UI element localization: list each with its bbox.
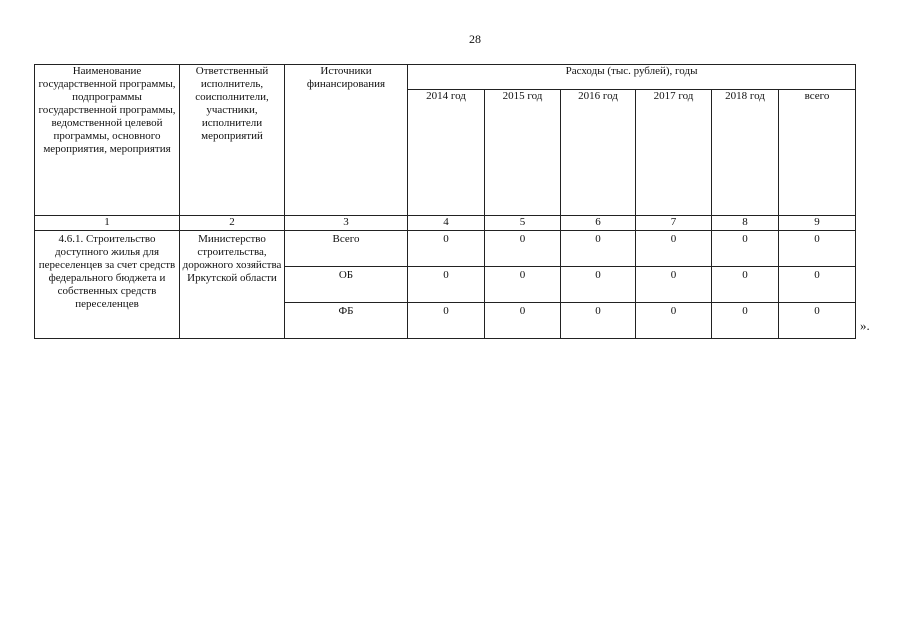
value-cell: 0 [636,303,712,339]
value-cell: 0 [636,231,712,267]
column-number: 6 [561,216,636,231]
value-cell: 0 [561,303,636,339]
column-number: 4 [408,216,485,231]
header-row-top [35,65,856,90]
column-number: 3 [285,216,408,231]
header-year-2017: 2017 год [636,90,712,216]
column-number: 9 [779,216,856,231]
value-cell: 0 [485,231,561,267]
value-cell: 0 [712,267,779,303]
page-number: 28 [469,32,481,46]
column-number: 8 [712,216,779,231]
budget-table [34,64,856,339]
header-year-2014: 2014 год [408,90,485,216]
table-row [35,231,856,267]
value-cell: 0 [561,267,636,303]
column-number: 5 [485,216,561,231]
column-number: 1 [35,216,180,231]
value-cell: 0 [561,231,636,267]
header-total: всего [779,90,856,216]
numbering-row [35,216,856,231]
header-expenses: Расходы (тыс. рублей), годы [408,65,856,90]
value-cell: 0 [408,303,485,339]
funding-source: ФБ [285,303,408,339]
column-number: 7 [636,216,712,231]
value-cell: 0 [408,231,485,267]
header-year-2016: 2016 год [561,90,636,216]
value-cell: 0 [779,231,856,267]
header-name: Наименование государственной программы, подпрограммы государственной программы, ведомственной целевой программы, основного мероприятия, мероприятия [35,65,180,216]
funding-source: Всего [285,231,408,267]
header-executor: Ответственный исполнитель, соисполнители, участники, исполнители мероприятий [180,65,285,216]
value-cell: 0 [712,303,779,339]
value-cell: 0 [485,267,561,303]
value-cell: 0 [779,303,856,339]
column-number: 2 [180,216,285,231]
program-executor: Министерство строительства, дорожного хозяйства Иркутской области [180,231,285,339]
value-cell: 0 [485,303,561,339]
value-cell: 0 [712,231,779,267]
funding-source: ОБ [285,267,408,303]
header-year-2015: 2015 год [485,90,561,216]
value-cell: 0 [408,267,485,303]
header-year-2018: 2018 год [712,90,779,216]
header-sources: Источники финансирования [285,65,408,216]
value-cell: 0 [636,267,712,303]
program-name: 4.6.1. Строительство доступного жилья для переселенцев за счет средств федерального бюджета и собственных средств переселенцев [35,231,180,339]
closing-quote: ». [860,318,870,333]
value-cell: 0 [779,267,856,303]
